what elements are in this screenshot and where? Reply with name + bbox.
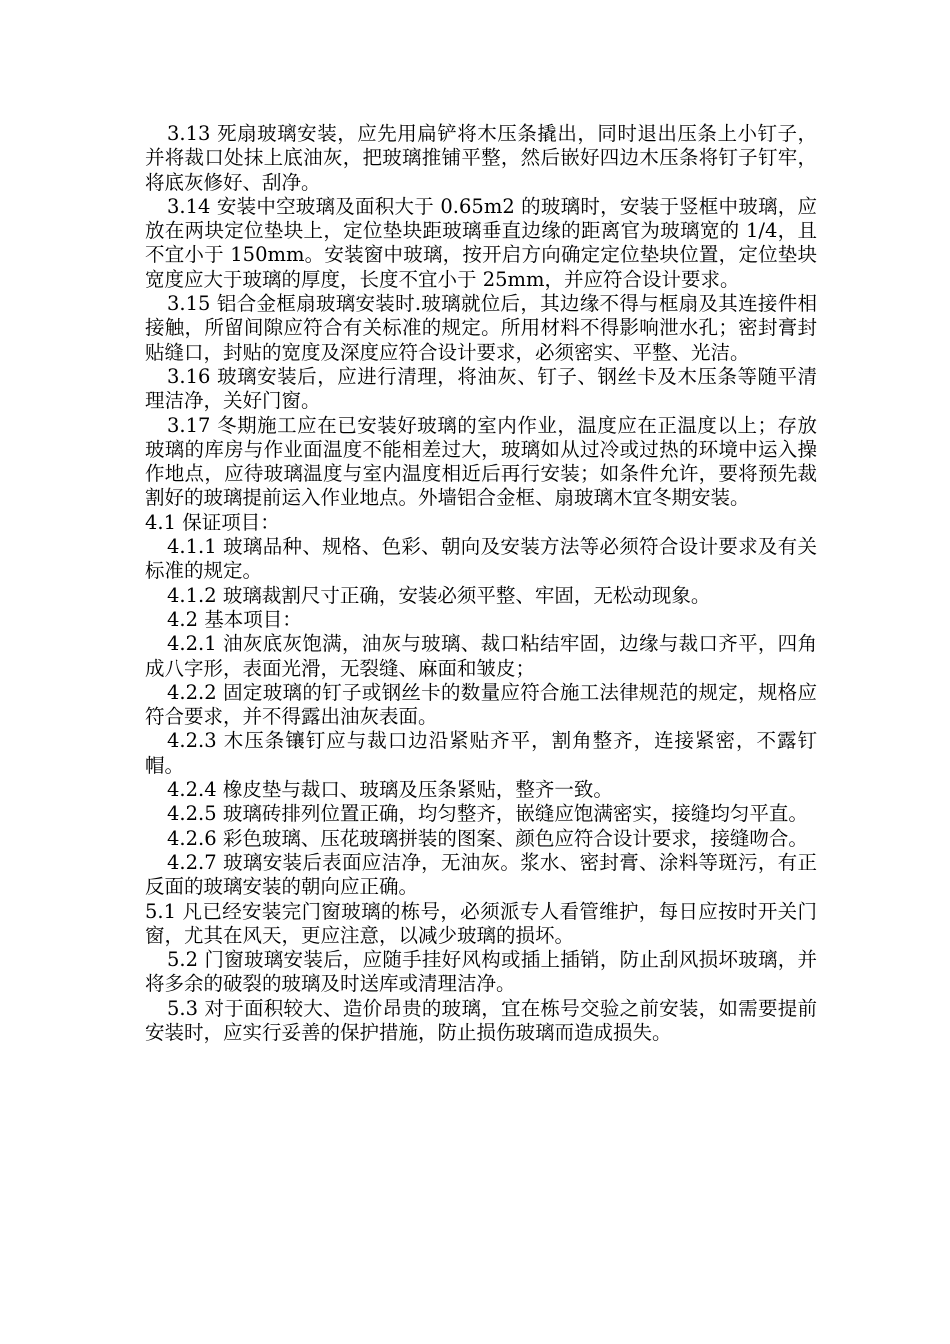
paragraph: 4.2.7 玻璃安装后表面应洁净，无油灰。浆水、密封膏、涂料等斑污，有正反面的玻璃安装的朝向应正确。 [145, 850, 817, 899]
paragraph: 4.2 基本项目： [167, 607, 302, 631]
paragraph: 4.1.2 玻璃裁割尺寸正确，安装必须平整、牢固，无松动现象。 [167, 583, 711, 607]
document-body [145, 122, 817, 1045]
paragraph: 4.2.5 玻璃砖排列位置正确，均匀整齐，嵌缝应饱满密实，接缝均匀平直。 [167, 802, 808, 826]
paragraph: 5.3 对于面积较大、造价昂贵的玻璃，宜在栋号交验之前安装，如需要提前安装时，应实行妥善的保护措施，防止损伤玻璃而造成损失。 [145, 996, 817, 1044]
paragraph: 4.1.1 玻璃品种、规格、色彩、朝向及安装方法等必须符合设计要求及有关标准的规定。 [145, 535, 817, 583]
paragraph: 4.2.6 彩色玻璃、压花玻璃拼装的图案、颜色应符合设计要求，接缝吻合。 [167, 826, 808, 850]
paragraph: 4.2.1 油灰底灰饱满，油灰与玻璃、裁口粘结牢固，边缘与裁口齐平，四角成八字形，表面光滑，无裂缝、麻面和皱皮； [145, 632, 817, 680]
paragraph: 4.1 保证项目： [145, 510, 280, 534]
paragraph: 4.2.2 固定玻璃的钉子或钢丝卡的数量应符合施工法律规范的规定，规格应符合要求，并不得露出油灰表面。 [145, 680, 817, 729]
paragraph: 5.1 凡已经安装完门窗玻璃的栋号，必须派专人看管维护，每日应按时开关门窗，尤其在风天，更应注意，以减少玻璃的损坏。 [145, 899, 817, 947]
paragraph: 3.16 玻璃安装后，应进行清理，将油灰、钉子、钢丝卡及木压条等随平清理洁净，关好门窗。 [145, 364, 817, 413]
paragraph: 4.2.4 橡皮垫与裁口、玻璃及压条紧贴，整齐一致。 [167, 778, 613, 802]
paragraph: 3.14 安装中空玻璃及面积大于 0.65m2 的玻璃时，安装于竖框中玻璃，应放在两块定位垫块上，定位垫块距玻璃垂直边缘的距离官为玻璃宽的 1/4，且不宜小于 150mm。安装窗中玻璃，按开启方向确定定位垫块位置，定位垫块宽度应大于玻璃的厚度，长度不宜小于 25mm，并应符合设计要求。 [145, 194, 817, 291]
paragraph: 4.2.3 木压条镶钉应与裁口边沿紧贴齐平，割角整齐，连接紧密，不露钉帽。 [145, 729, 817, 777]
paragraph: 3.13 死扇玻璃安装，应先用扁铲将木压条撬出，同时退出压条上小钉子，并将裁口处抹上底油灰，把玻璃推铺平整，然后嵌好四边木压条将钉子钉牢，将底灰修好、刮净。 [145, 122, 817, 194]
paragraph: 3.17 冬期施工应在已安装好玻璃的室内作业，温度应在正温度以上；存放玻璃的库房与作业面温度不能相差过大，玻璃如从过冷或过热的环境中运入操作地点，应待玻璃温度与室内温度相近后再行安装；如条件允许，要将预先裁割好的玻璃提前运入作业地点。外墙铝合金框、扇玻璃木宜冬期安装。 [145, 413, 817, 510]
paragraph: 3.15 铝合金框扇玻璃安装时.玻璃就位后，其边缘不得与框扇及其连接件相接触，所留间隙应符合有关标准的规定。所用材料不得影响泄水孔；密封膏封贴缝口，封贴的宽度及深度应符合设计要求，必须密实、平整、光洁。 [145, 292, 817, 364]
paragraph: 5.2 门窗玻璃安装后，应随手挂好风构或插上插销，防止刮风损坏玻璃，并将多余的破裂的玻璃及时送库或清理洁净。 [145, 948, 817, 996]
